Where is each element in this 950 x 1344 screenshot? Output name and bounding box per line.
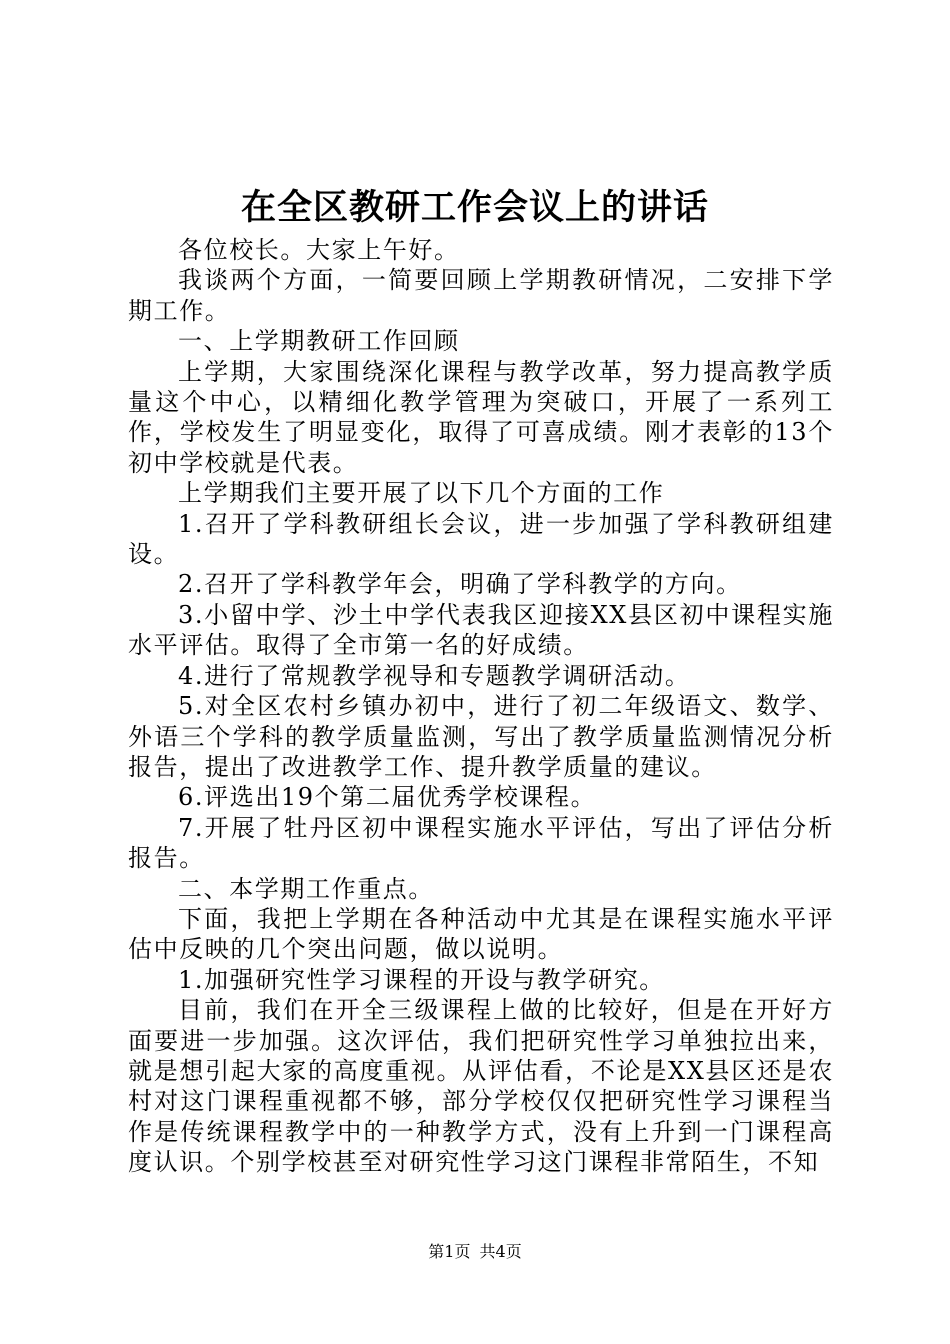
document-title: 在全区教研工作会议上的讲话 <box>240 188 709 228</box>
list-item: 2.召开了学科教学年会，明确了学科教学的方向。 <box>178 570 742 599</box>
paragraph: 我谈两个方面，一简要回顾上学期教研情况，二安排下学期工作。 <box>128 266 834 325</box>
page-number: 第1页 <box>428 1242 471 1261</box>
section-heading: 二、本学期工作重点。 <box>178 874 434 903</box>
list-item: 1.召开了学科教研组长会议，进一步加强了学科教研组建设。 <box>128 509 834 569</box>
paragraph: 上学期我们主要开展了以下几个方面的工作 <box>178 479 665 508</box>
list-item: 1.加强研究性学习课程的开设与教学研究。 <box>178 965 665 994</box>
document-body <box>128 235 834 1178</box>
list-item: 3.小留中学、沙土中学代表我区迎接XX县区初中课程实施水平评估。取得了全市第一名的好成绩。 <box>128 600 834 660</box>
list-item: 4.进行了常规教学视导和专题教学调研活动。 <box>178 661 691 690</box>
list-item: 7.开展了牡丹区初中课程实施水平评估，写出了评估分析报告。 <box>128 813 834 873</box>
paragraph: 上学期，大家围绕深化课程与教学改革，努力提高教学质量这个中心，以精细化教学管理为突破口，开展了一系列工作，学校发生了明显变化，取得了可喜成绩。刚才表彰的13个初中学校就是代表。 <box>128 357 834 477</box>
section-heading: 一、上学期教研工作回顾 <box>178 327 460 356</box>
paragraph: 各位校长。大家上午好。 <box>178 236 460 264</box>
page-footer <box>0 1240 950 1264</box>
paragraph: 目前，我们在开全三级课程上做的比较好，但是在开好方面要进一步加强。这次评估，我们把研究性学习单独拉出来，就是想引起大家的高度重视。从评估看，不论是XX县区还是农村对这门课程重视都不够，部分学校仅仅把研究性学习课程当作是传统课程教学中的一种教学方式，没有上升到一门课程高度认识。个别学校甚至对研究性学习这门课程非常陌生，不知 <box>128 996 834 1177</box>
list-item: 5.对全区农村乡镇办初中，进行了初二年级语文、数学、外语三个学科的教学质量监测，写出了教学质量监测情况分析报告，提出了改进教学工作、提升教学质量的建议。 <box>128 692 834 781</box>
paragraph: 下面，我把上学期在各种活动中尤其是在课程实施水平评估中反映的几个突出问题，做以说明。 <box>128 904 834 964</box>
page-total: 共4页 <box>479 1242 522 1261</box>
list-item: 6.评选出19个第二届优秀学校课程。 <box>178 783 597 812</box>
